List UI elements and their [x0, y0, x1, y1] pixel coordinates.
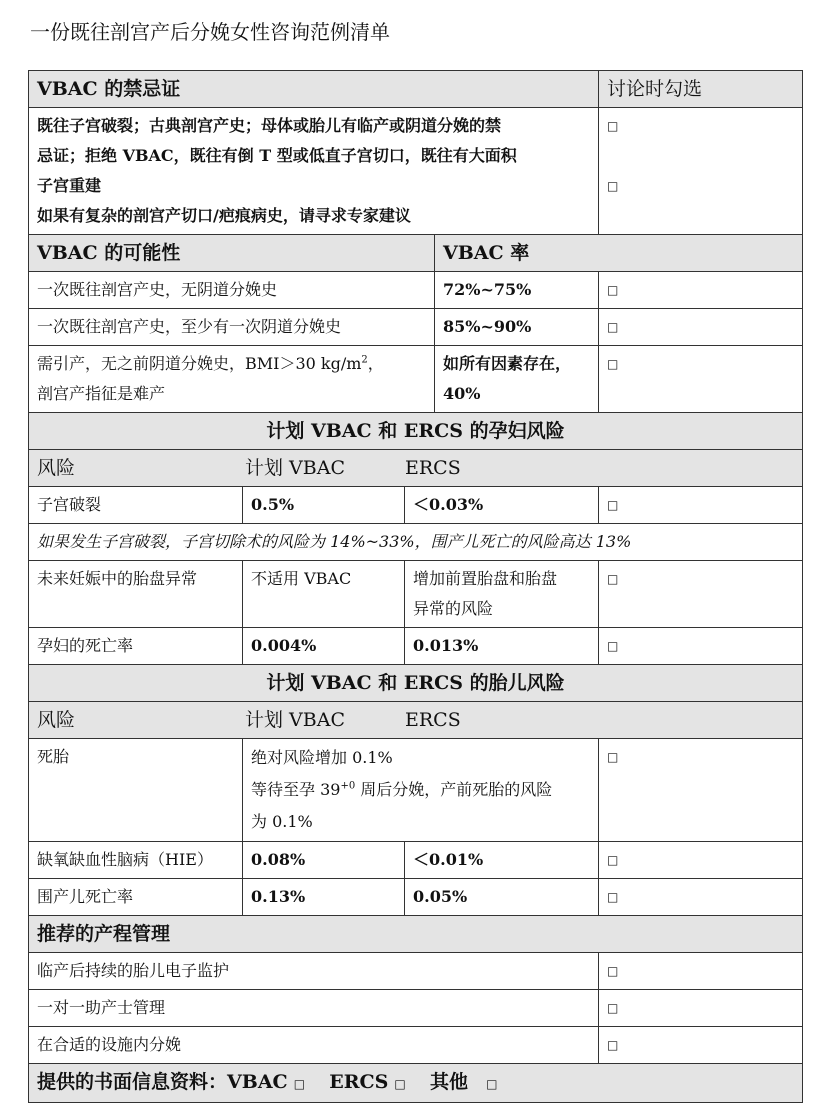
risk-vbac: 0.5% [243, 487, 405, 524]
col-ercs: ERCS [405, 709, 461, 731]
stillbirth-detail: 绝对风险增加 0.1% 等待至孕 $39^{+0}$ 周后分娩，产前死胎的风险 为 0.1% [243, 739, 599, 842]
risk-ercs: ＜0.01% [405, 842, 599, 879]
contra-line: 如果有复杂的剖宫产切口/疤痕病史，请寻求专家建议 [37, 206, 411, 225]
checkbox[interactable]: □ [599, 739, 803, 842]
contra-content [29, 108, 599, 235]
checkbox[interactable]: □ [599, 272, 803, 309]
written-opt-other: 其他 [429, 1071, 468, 1093]
possibility-row-text: 一次既往剖宫产史，无阴道分娩史 [29, 272, 435, 309]
col-ercs: ERCS [405, 457, 461, 479]
checkbox[interactable]: □ [599, 309, 803, 346]
risk-vbac: 0.004% [243, 628, 405, 665]
row3-line2: 剖宫产指征是难产 [37, 384, 166, 403]
discuss-check-header: 讨论时勾选 [599, 71, 803, 108]
rate-header: VBAC 率 [435, 235, 803, 272]
risk-ercs: 0.013% [405, 628, 599, 665]
checkbox[interactable]: □ [607, 179, 619, 193]
written-label: 提供的书面信息资料： [37, 1071, 228, 1093]
risk-name: 子宫破裂 [29, 487, 243, 524]
maternal-col-headers [29, 450, 803, 487]
checkbox[interactable]: □ [599, 487, 803, 524]
contra-line: 子宫重建 [37, 176, 102, 195]
possibility-row3-text [29, 346, 435, 413]
possibility-header: VBAC 的可能性 [29, 235, 435, 272]
col-risk: 风险 [37, 457, 76, 479]
risk-vbac: 不适用 VBAC [243, 561, 405, 628]
checkbox[interactable]: □ [599, 628, 803, 665]
checkbox[interactable]: □ [394, 1077, 406, 1091]
risk-ercs: 0.05% [405, 879, 599, 916]
fetal-col-headers [29, 702, 803, 739]
checkbox[interactable]: □ [599, 842, 803, 879]
risk-name: 孕妇的死亡率 [29, 628, 243, 665]
col-vbac: 计划 VBAC [245, 457, 345, 479]
management-item: 一对一助产士管理 [29, 990, 599, 1027]
col-vbac: 计划 VBAC [245, 709, 345, 731]
contra-line: 既往子宫破裂；古典剖宫产史；母体或胎儿有临产或阴道分娩的禁 [37, 116, 502, 135]
checkbox[interactable]: □ [599, 561, 803, 628]
risk-name: 围产儿死亡率 [29, 879, 243, 916]
checkbox[interactable]: □ [599, 346, 803, 413]
possibility-row3-rate: 如所有因素存在， 40% [435, 346, 599, 413]
written-opt-ercs: ERCS [329, 1071, 389, 1093]
written-info-row [29, 1064, 803, 1103]
contra-checkbox-cell [599, 108, 803, 235]
risk-vbac: 0.08% [243, 842, 405, 879]
risk-name: 死胎 [29, 739, 243, 842]
checkbox[interactable]: □ [599, 953, 803, 990]
risk-vbac: 0.13% [243, 879, 405, 916]
row3-comma: ， [367, 354, 384, 373]
maternal-header: 计划 VBAC 和 ERCS 的孕妇风险 [29, 413, 803, 450]
counseling-checklist-table [28, 70, 803, 1103]
row3-line1: 需引产，无之前阴道分娩史，BMI＞30 kg/m [37, 354, 362, 373]
checkbox[interactable]: □ [607, 119, 619, 133]
risk-name: 缺氧缺血性脑病（HIE） [29, 842, 243, 879]
management-item: 在合适的设施内分娩 [29, 1027, 599, 1064]
contra-header: VBAC 的禁忌证 [29, 71, 599, 108]
checkbox[interactable]: □ [599, 990, 803, 1027]
risk-name: 未来妊娠中的胎盘异常 [29, 561, 243, 628]
col-risk: 风险 [37, 709, 76, 731]
contra-line: 忌证；拒绝 VBAC，既往有倒 T 型或低直子宫切口，既往有大面积 [37, 146, 517, 165]
checkbox[interactable]: □ [599, 1027, 803, 1064]
checkbox[interactable]: □ [293, 1077, 306, 1091]
risk-ercs: 增加前置胎盘和胎盘 异常的风险 [405, 561, 599, 628]
possibility-row-text: 一次既往剖宫产史，至少有一次阴道分娩史 [29, 309, 435, 346]
written-opt-vbac: VBAC [227, 1071, 288, 1093]
row3-sup: 2 [361, 354, 368, 366]
management-item: 临产后持续的胎儿电子监护 [29, 953, 599, 990]
fetal-header: 计划 VBAC 和 ERCS 的胎儿风险 [29, 665, 803, 702]
rupture-note: 如果发生子宫破裂，子宫切除术的风险为 14%~33%，围产儿死亡的风险高达 13% [29, 524, 803, 561]
checkbox[interactable]: □ [599, 879, 803, 916]
possibility-row-rate: 72%~75% [435, 272, 599, 309]
risk-ercs: ＜0.03% [405, 487, 599, 524]
management-header: 推荐的产程管理 [29, 916, 803, 953]
page-title: 一份既往剖宫产后分娩女性咨询范例清单 [30, 20, 390, 44]
possibility-row-rate: 85%~90% [435, 309, 599, 346]
checkbox[interactable]: □ [486, 1077, 498, 1091]
